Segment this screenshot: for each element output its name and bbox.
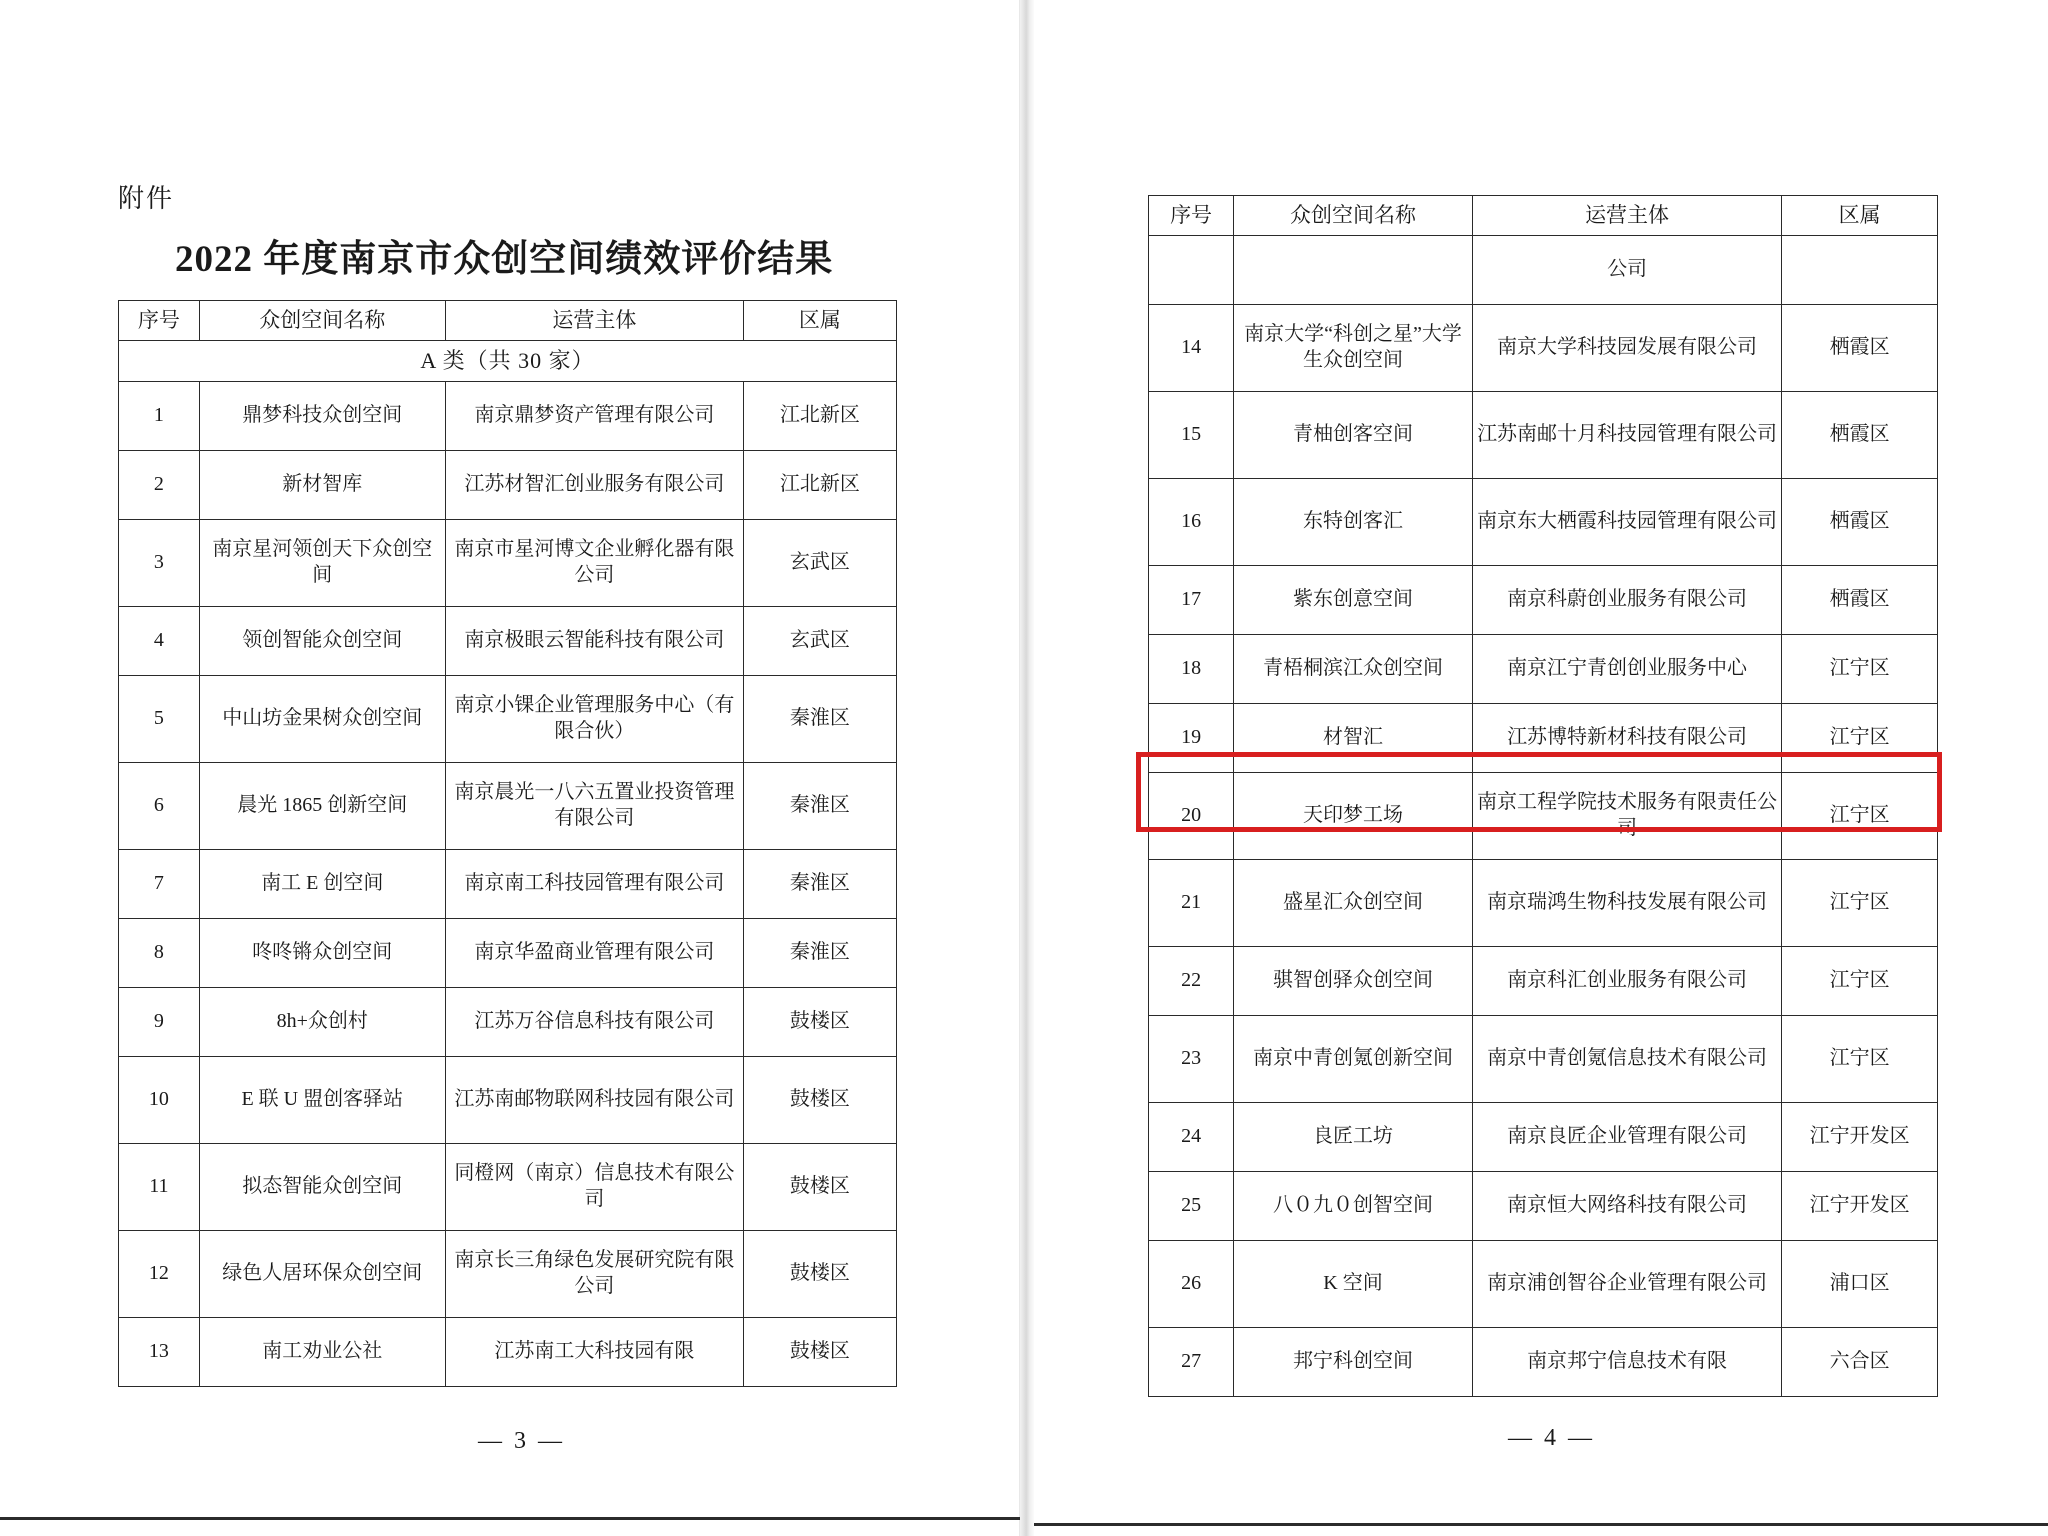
cell-name: 领创智能众创空间 xyxy=(199,607,445,676)
cell-district: 六合区 xyxy=(1782,1327,1938,1396)
cell-district: 栖霞区 xyxy=(1782,478,1938,565)
cell-operator: 江苏博特新材科技有限公司 xyxy=(1472,703,1781,772)
column-header-name: 众创空间名称 xyxy=(199,301,445,341)
cell-index: 1 xyxy=(119,382,200,451)
cell-operator: 南京中青创氪信息技术有限公司 xyxy=(1472,1015,1781,1102)
cell-name: 材智汇 xyxy=(1234,703,1473,772)
cell-name: 邦宁科创空间 xyxy=(1234,1327,1473,1396)
table-row xyxy=(1149,946,1938,1015)
cell-operator: 江苏南邮十月科技园管理有限公司 xyxy=(1472,391,1781,478)
cell-operator: 江苏南邮物联网科技园有限公司 xyxy=(445,1057,743,1144)
cell-operator: 南京科汇创业服务有限公司 xyxy=(1472,946,1781,1015)
column-header-district: 区属 xyxy=(743,301,896,341)
table-row xyxy=(119,520,897,607)
cell-operator: 南京极眼云智能科技有限公司 xyxy=(445,607,743,676)
cell-district: 江宁区 xyxy=(1782,772,1938,859)
table-row xyxy=(119,763,897,850)
cell-index: 14 xyxy=(1149,304,1234,391)
results-table-right xyxy=(1148,195,1938,1397)
cell-index: 7 xyxy=(119,850,200,919)
cell-name: 天印梦工场 xyxy=(1234,772,1473,859)
cell-operator: 南京江宁青创创业服务中心 xyxy=(1472,634,1781,703)
cell-name: 南工 E 创空间 xyxy=(199,850,445,919)
cell-district: 江宁区 xyxy=(1782,1015,1938,1102)
cell-index: 20 xyxy=(1149,772,1234,859)
category-label: A 类（共 30 家） xyxy=(119,340,897,381)
cell-index: 23 xyxy=(1149,1015,1234,1102)
table-row xyxy=(1149,1015,1938,1102)
cell-district: 浦口区 xyxy=(1782,1240,1938,1327)
cell-name: 咚咚锵众创空间 xyxy=(199,919,445,988)
cell-index: 15 xyxy=(1149,391,1234,478)
cell-name: 盛星汇众创空间 xyxy=(1234,859,1473,946)
cell-index: 27 xyxy=(1149,1327,1234,1396)
cell-operator: 南京大学科技园发展有限公司 xyxy=(1472,304,1781,391)
cell-name: E 联 U 盟创客驿站 xyxy=(199,1057,445,1144)
cell-district: 栖霞区 xyxy=(1782,304,1938,391)
cell-operator: 南京科蔚创业服务有限公司 xyxy=(1472,565,1781,634)
table-row xyxy=(1149,859,1938,946)
table-header-row xyxy=(119,301,897,341)
table-row xyxy=(1149,478,1938,565)
cell-operator: 南京良匠企业管理有限公司 xyxy=(1472,1102,1781,1171)
cell-district: 鼓楼区 xyxy=(743,1231,896,1318)
cell-name: 绿色人居环保众创空间 xyxy=(199,1231,445,1318)
cell-district: 江宁开发区 xyxy=(1782,1171,1938,1240)
cell-name: 八０九０创智空间 xyxy=(1234,1171,1473,1240)
cell-district: 鼓楼区 xyxy=(743,1144,896,1231)
cell-district: 玄武区 xyxy=(743,520,896,607)
table-row xyxy=(119,1318,897,1387)
table-row-highlighted xyxy=(1149,772,1938,859)
cell-name: 新材智库 xyxy=(199,451,445,520)
cell-operator: 南京浦创智谷企业管理有限公司 xyxy=(1472,1240,1781,1327)
cell-district: 栖霞区 xyxy=(1782,391,1938,478)
cell-index: 24 xyxy=(1149,1102,1234,1171)
cell-index: 6 xyxy=(119,763,200,850)
cell-name: 鼎梦科技众创空间 xyxy=(199,382,445,451)
cell-name: K 空间 xyxy=(1234,1240,1473,1327)
cell-index: 4 xyxy=(119,607,200,676)
cell-index: 12 xyxy=(119,1231,200,1318)
cell-index: 17 xyxy=(1149,565,1234,634)
cell-operator: 南京瑞鸿生物科技发展有限公司 xyxy=(1472,859,1781,946)
cell-district: 鼓楼区 xyxy=(743,1318,896,1387)
table-row xyxy=(119,988,897,1057)
cell-district: 栖霞区 xyxy=(1782,565,1938,634)
cell-operator: 南京晨光一八六五置业投资管理有限公司 xyxy=(445,763,743,850)
cell-name: 南京中青创氪创新空间 xyxy=(1234,1015,1473,1102)
cell-operator: 南京东大栖霞科技园管理有限公司 xyxy=(1472,478,1781,565)
cell-index: 8 xyxy=(119,919,200,988)
cell-district: 江北新区 xyxy=(743,451,896,520)
cell-name: 晨光 1865 创新空间 xyxy=(199,763,445,850)
column-header-index: 序号 xyxy=(1149,196,1234,236)
cell-name: 青梧桐滨江众创空间 xyxy=(1234,634,1473,703)
page-number-left: — 3 — xyxy=(478,1428,565,1454)
column-header-operator: 运营主体 xyxy=(445,301,743,341)
table-header-row xyxy=(1149,196,1938,236)
cell-index: 3 xyxy=(119,520,200,607)
page-number-right: — 4 — xyxy=(1508,1425,1595,1451)
cell-name: 骐智创驿众创空间 xyxy=(1234,946,1473,1015)
cell-operator: 南京工程学院技术服务有限责任公司 xyxy=(1472,772,1781,859)
cell-operator: 南京市星河博文企业孵化器有限公司 xyxy=(445,520,743,607)
cell-district: 秦淮区 xyxy=(743,919,896,988)
table-row xyxy=(119,1231,897,1318)
table-row xyxy=(119,1057,897,1144)
cell-operator: 南京小锞企业管理服务中心（有限合伙） xyxy=(445,676,743,763)
cell-operator: 南京华盈商业管理有限公司 xyxy=(445,919,743,988)
table-row xyxy=(1149,565,1938,634)
cell-district: 秦淮区 xyxy=(743,676,896,763)
cell-district: 江宁区 xyxy=(1782,703,1938,772)
cell-name: 中山坊金果树众创空间 xyxy=(199,676,445,763)
table-row xyxy=(1149,1171,1938,1240)
cell-name: 南京星河领创天下众创空间 xyxy=(199,520,445,607)
cell-district xyxy=(1782,235,1938,304)
cell-district: 鼓楼区 xyxy=(743,988,896,1057)
cell-operator: 江苏万谷信息科技有限公司 xyxy=(445,988,743,1057)
table-row xyxy=(1149,703,1938,772)
column-header-operator: 运营主体 xyxy=(1472,196,1781,236)
table-row xyxy=(119,607,897,676)
cell-index: 18 xyxy=(1149,634,1234,703)
cell-index: 25 xyxy=(1149,1171,1234,1240)
table-row xyxy=(1149,235,1938,304)
table-row xyxy=(119,850,897,919)
cell-district: 江北新区 xyxy=(743,382,896,451)
cell-name xyxy=(1234,235,1473,304)
table-row xyxy=(1149,1327,1938,1396)
cell-name: 东特创客汇 xyxy=(1234,478,1473,565)
cell-name: 青柚创客空间 xyxy=(1234,391,1473,478)
page-title: 2022 年度南京市众创空间绩效评价结果 xyxy=(175,239,834,280)
cell-index: 9 xyxy=(119,988,200,1057)
table-row xyxy=(1149,1102,1938,1171)
cell-district: 鼓楼区 xyxy=(743,1057,896,1144)
cell-district: 江宁开发区 xyxy=(1782,1102,1938,1171)
table-row xyxy=(1149,1240,1938,1327)
page-bottom-rule-right xyxy=(1034,1523,2048,1526)
cell-operator: 江苏南工大科技园有限 xyxy=(445,1318,743,1387)
cell-operator: 南京恒大网络科技有限公司 xyxy=(1472,1171,1781,1240)
cell-name: 南京大学“科创之星”大学生众创空间 xyxy=(1234,304,1473,391)
table-row xyxy=(1149,391,1938,478)
table-row xyxy=(119,1144,897,1231)
table-row xyxy=(119,919,897,988)
cell-index: 26 xyxy=(1149,1240,1234,1327)
table-row xyxy=(1149,634,1938,703)
cell-district: 秦淮区 xyxy=(743,763,896,850)
cell-name: 8h+众创村 xyxy=(199,988,445,1057)
cell-operator: 公司 xyxy=(1472,235,1781,304)
page-bottom-rule-left xyxy=(0,1517,1020,1520)
column-header-district: 区属 xyxy=(1782,196,1938,236)
table-row xyxy=(119,676,897,763)
cell-index: 21 xyxy=(1149,859,1234,946)
cell-operator: 江苏材智汇创业服务有限公司 xyxy=(445,451,743,520)
cell-index: 22 xyxy=(1149,946,1234,1015)
cell-index: 11 xyxy=(119,1144,200,1231)
cell-district: 江宁区 xyxy=(1782,634,1938,703)
cell-district: 江宁区 xyxy=(1782,946,1938,1015)
cell-operator: 南京长三角绿色发展研究院有限公司 xyxy=(445,1231,743,1318)
column-header-name: 众创空间名称 xyxy=(1234,196,1473,236)
column-header-index: 序号 xyxy=(119,301,200,341)
cell-name: 良匠工坊 xyxy=(1234,1102,1473,1171)
table-category-row xyxy=(119,340,897,381)
cell-index: 16 xyxy=(1149,478,1234,565)
table-row xyxy=(119,382,897,451)
results-table-left xyxy=(118,300,897,1387)
cell-index: 13 xyxy=(119,1318,200,1387)
cell-operator: 同橙网（南京）信息技术有限公司 xyxy=(445,1144,743,1231)
cell-index: 19 xyxy=(1149,703,1234,772)
cell-index xyxy=(1149,235,1234,304)
page-gutter-shadow xyxy=(1020,0,1034,1536)
cell-index: 5 xyxy=(119,676,200,763)
cell-operator: 南京南工科技园管理有限公司 xyxy=(445,850,743,919)
cell-index: 2 xyxy=(119,451,200,520)
cell-district: 秦淮区 xyxy=(743,850,896,919)
attachment-label: 附件 xyxy=(118,184,175,213)
cell-district: 玄武区 xyxy=(743,607,896,676)
table-row xyxy=(1149,304,1938,391)
cell-operator: 南京邦宁信息技术有限 xyxy=(1472,1327,1781,1396)
cell-name: 紫东创意空间 xyxy=(1234,565,1473,634)
cell-name: 南工劝业公社 xyxy=(199,1318,445,1387)
table-row xyxy=(119,451,897,520)
cell-district: 江宁区 xyxy=(1782,859,1938,946)
cell-operator: 南京鼎梦资产管理有限公司 xyxy=(445,382,743,451)
cell-name: 拟态智能众创空间 xyxy=(199,1144,445,1231)
cell-index: 10 xyxy=(119,1057,200,1144)
